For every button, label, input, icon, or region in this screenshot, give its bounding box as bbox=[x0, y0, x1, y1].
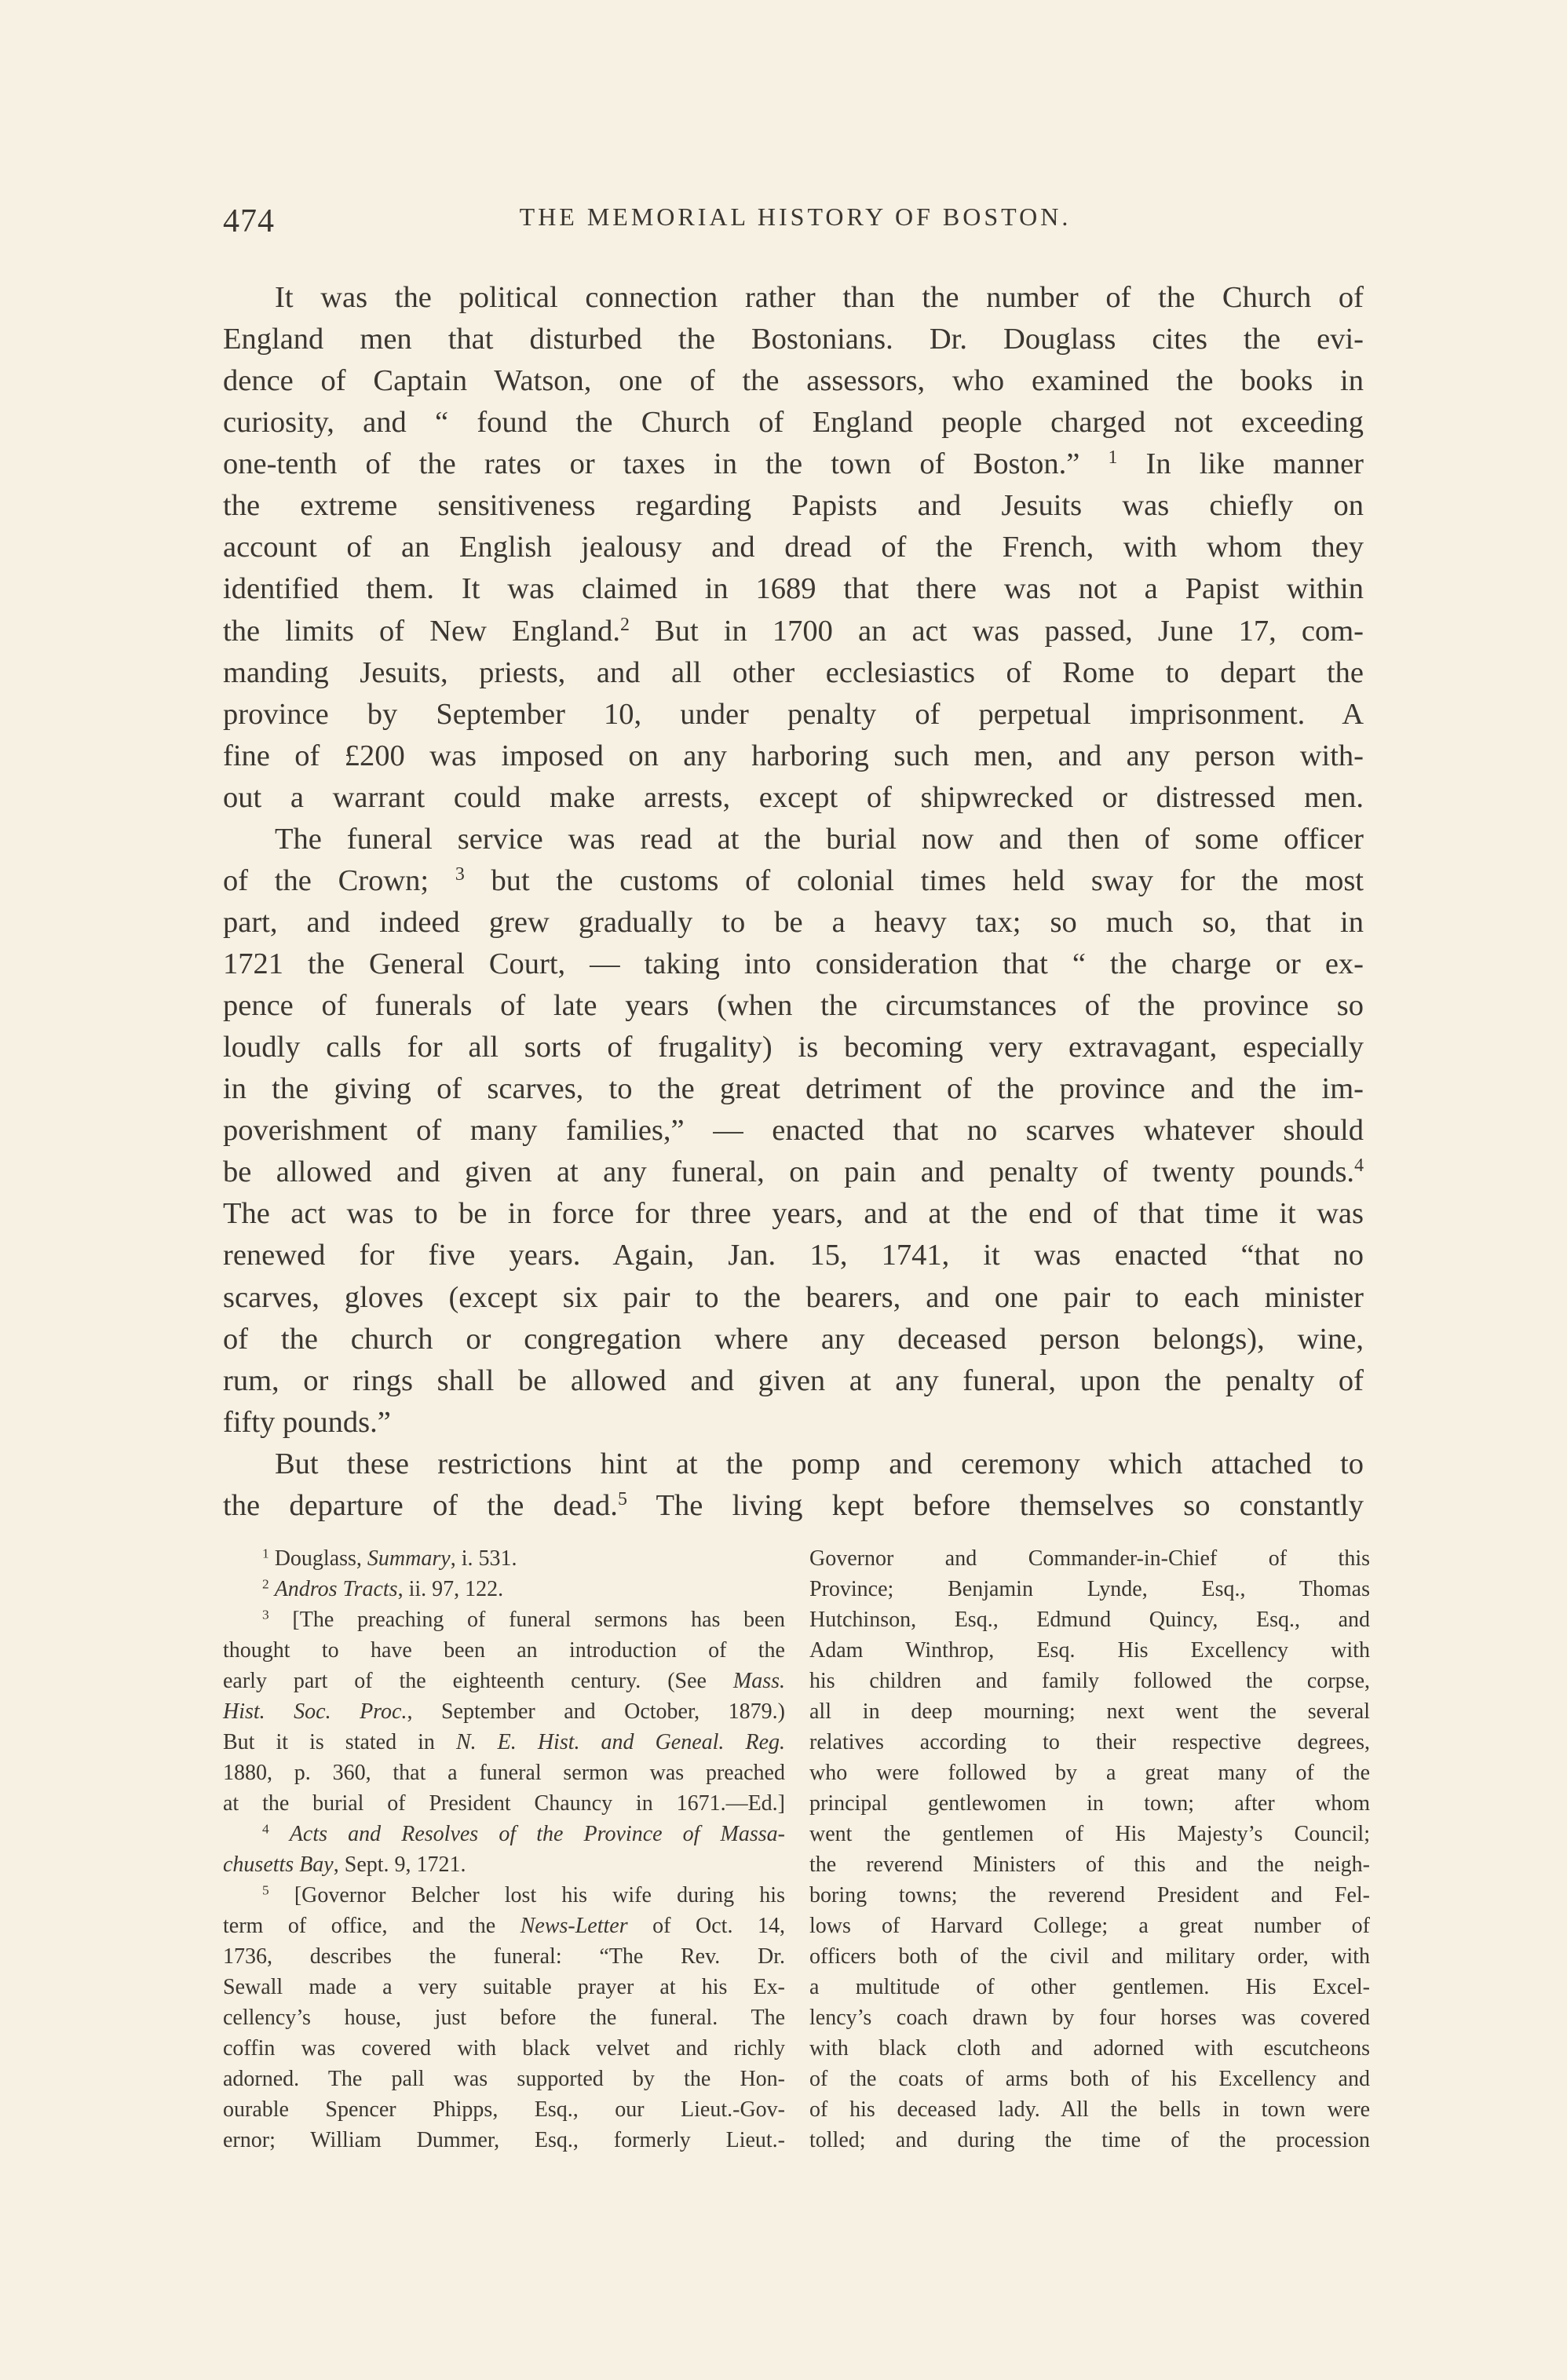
text-line bbox=[223, 2125, 785, 2156]
italic-title: N. E. Hist. and Geneal. Reg. bbox=[455, 1730, 785, 1754]
text-line bbox=[809, 2064, 1370, 2094]
text-run: The act was to be in force for three years, and at the end of that time it was bbox=[223, 1197, 1364, 1231]
page-number: 474 bbox=[223, 203, 275, 239]
text-run: curiosity, and “ found the Church of England people charged not exceeding bbox=[223, 406, 1364, 440]
text-line bbox=[223, 1068, 1364, 1110]
text-line bbox=[223, 1319, 1364, 1360]
footnote-marker: 1 bbox=[1108, 447, 1118, 469]
text-run: fifty pounds.” bbox=[223, 1405, 391, 1439]
text-line bbox=[223, 611, 1364, 652]
text-line bbox=[223, 652, 1364, 694]
text-line bbox=[223, 1574, 785, 1604]
text-line bbox=[223, 277, 1364, 319]
text-run: of the church or congregation where any deceased person belongs), wine, bbox=[223, 1322, 1364, 1356]
text-line bbox=[223, 1485, 1364, 1527]
footnote-marker: 2 bbox=[619, 614, 630, 635]
footnote-marker: 4 bbox=[262, 1821, 269, 1837]
text-run: fine of £200 was imposed on any harboring such men, and any person with- bbox=[223, 739, 1364, 772]
italic-title: Summary bbox=[367, 1546, 451, 1571]
text-line bbox=[223, 1727, 785, 1758]
text-line bbox=[809, 1941, 1370, 1972]
text-run: at the burial of President Chauncy in 1671.—Ed.] bbox=[223, 1791, 785, 1816]
text-run: [Governor Belcher lost his wife during his bbox=[268, 1883, 785, 1907]
text-line bbox=[223, 319, 1364, 360]
text-run: all in deep mourning; next went the several bbox=[809, 1699, 1370, 1724]
text-run: of the Crown; bbox=[223, 863, 455, 897]
text-line bbox=[223, 1758, 785, 1788]
text-line bbox=[223, 860, 1364, 902]
text-run: It was the political connection rather than the number of the Church of bbox=[275, 281, 1364, 314]
text-line bbox=[223, 902, 1364, 944]
italic-title: chusetts Bay bbox=[223, 1853, 334, 1877]
italic-title: News-Letter bbox=[520, 1914, 628, 1938]
text-run: loudly calls for all sorts of frugality) is becoming very extravagant, especially bbox=[223, 1031, 1364, 1064]
text-line bbox=[809, 1911, 1370, 1941]
text-line bbox=[223, 444, 1364, 485]
text-run: , i. 531. bbox=[450, 1546, 517, 1571]
text-line bbox=[809, 1696, 1370, 1727]
text-line bbox=[223, 1543, 785, 1574]
text-line bbox=[223, 1972, 785, 2002]
footnote-marker: 4 bbox=[1354, 1155, 1364, 1177]
text-line bbox=[223, 1941, 785, 1972]
italic-title: Acts and Resolves of the Province of Massa- bbox=[289, 1822, 786, 1846]
text-run: Province; Benjamin Lynde, Esq., Thomas bbox=[809, 1577, 1370, 1601]
text-run: in the giving of scarves, to the great detriment of the province and the im- bbox=[223, 1072, 1364, 1106]
text-run: dence of Captain Watson, one of the assessors, who examined the books in bbox=[223, 364, 1364, 398]
text-line bbox=[223, 1235, 1364, 1276]
text-line bbox=[223, 985, 1364, 1027]
text-run: boring towns; the reverend President and Fel- bbox=[809, 1883, 1370, 1907]
text-run: the extreme sensitiveness regarding Papists and Jesuits was chiefly on bbox=[223, 489, 1364, 523]
text-run: 1736, describes the funeral: “The Rev. Dr. bbox=[223, 1944, 785, 1969]
text-run bbox=[269, 1577, 275, 1601]
text-line bbox=[809, 1635, 1370, 1666]
text-line bbox=[223, 1360, 1364, 1402]
text-run: renewed for five years. Again, Jan. 15, 1741, it was enacted “that no bbox=[223, 1239, 1364, 1272]
text-run: adorned. The pall was supported by the Hon- bbox=[223, 2067, 785, 2091]
text-line bbox=[809, 1727, 1370, 1758]
text-line bbox=[223, 1819, 785, 1849]
text-run: lency’s coach drawn by four horses was covered bbox=[809, 2006, 1370, 2030]
text-run: But these restrictions hint at the pomp and ceremony which attached to bbox=[275, 1447, 1364, 1480]
text-run: tolled; and during the time of the procession bbox=[809, 2128, 1370, 2152]
text-line bbox=[223, 485, 1364, 527]
text-line bbox=[223, 2002, 785, 2033]
text-line bbox=[223, 1788, 785, 1819]
text-run: the reverend Ministers of this and the neigh- bbox=[809, 1853, 1370, 1877]
text-run: Sewall made a very suitable prayer at his Ex- bbox=[223, 1975, 785, 1999]
text-run: 1880, p. 360, that a funeral sermon was preached bbox=[223, 1761, 785, 1785]
text-line bbox=[223, 1277, 1364, 1319]
footnote-marker: 3 bbox=[262, 1607, 269, 1623]
text-line bbox=[809, 1574, 1370, 1604]
text-line bbox=[223, 1666, 785, 1696]
text-line bbox=[223, 777, 1364, 819]
text-run: one-tenth of the rates or taxes in the town of Boston.” bbox=[223, 447, 1109, 481]
text-run: relatives according to their respective degrees, bbox=[809, 1730, 1370, 1754]
text-run: rum, or rings shall be allowed and given at any funeral, upon the penalty of bbox=[223, 1363, 1364, 1397]
text-line bbox=[809, 1758, 1370, 1788]
text-line bbox=[223, 694, 1364, 736]
text-line bbox=[809, 1788, 1370, 1819]
text-run: part, and indeed grew gradually to be a heavy tax; so much so, that in bbox=[223, 905, 1364, 939]
text-run: , ii. 97, 122. bbox=[397, 1577, 504, 1601]
text-line bbox=[223, 1110, 1364, 1152]
text-run: pence of funerals of late years (when the circumstances of the province so bbox=[223, 989, 1364, 1023]
text-run: , September and October, 1879.) bbox=[407, 1699, 785, 1724]
text-line bbox=[223, 1152, 1364, 1193]
text-run: out a warrant could make arrests, except of shipwrecked or distressed men. bbox=[223, 780, 1364, 814]
text-run: officers both of the civil and military order, with bbox=[809, 1944, 1370, 1969]
text-run: early part of the eighteenth century. (See bbox=[223, 1669, 733, 1693]
text-run: scarves, gloves (except six pair to the bearers, and one pair to each minister bbox=[223, 1280, 1364, 1314]
text-run: coffin was covered with black velvet and richly bbox=[223, 2036, 785, 2061]
text-run: [The preaching of funeral sermons has been bbox=[268, 1608, 785, 1632]
footnote-marker: 1 bbox=[262, 1546, 269, 1561]
footnote-marker: 5 bbox=[262, 1882, 269, 1898]
footnote-marker: 2 bbox=[262, 1576, 269, 1592]
text-line bbox=[223, 1193, 1364, 1235]
footnote-marker: 3 bbox=[455, 863, 465, 885]
text-line bbox=[809, 1880, 1370, 1911]
text-run: with black cloth and adorned with escutcheons bbox=[809, 2036, 1370, 2061]
text-run: Adam Winthrop, Esq. His Excellency with bbox=[809, 1638, 1370, 1663]
text-run: lows of Harvard College; a great number of bbox=[809, 1914, 1370, 1938]
text-run: ernor; William Dummer, Esq., formerly Lieut.- bbox=[223, 2128, 785, 2152]
text-run: In like manner bbox=[1117, 447, 1364, 481]
text-run: of his deceased lady. All the bells in town were bbox=[809, 2097, 1370, 2122]
text-run: The funeral service was read at the burial now and then of some officer bbox=[275, 822, 1364, 856]
text-line bbox=[223, 2064, 785, 2094]
text-line bbox=[809, 2002, 1370, 2033]
text-line bbox=[809, 2125, 1370, 2156]
text-line bbox=[223, 1027, 1364, 1068]
text-line bbox=[223, 2094, 785, 2125]
italic-title: Hist. Soc. Proc. bbox=[223, 1699, 407, 1724]
text-line bbox=[223, 1604, 785, 1635]
text-run: of Oct. 14, bbox=[627, 1914, 785, 1938]
text-line bbox=[809, 1972, 1370, 2002]
text-run: of the coats of arms both of his Excellency and bbox=[809, 2067, 1370, 2091]
text-run: Douglass, bbox=[268, 1546, 367, 1571]
text-line bbox=[809, 1819, 1370, 1849]
text-run: be allowed and given at any funeral, on pain and penalty of twenty pounds. bbox=[223, 1155, 1355, 1189]
text-run: 1721 the General Court, — taking into consideration that “ the charge or ex- bbox=[223, 947, 1364, 980]
text-run: the departure of the dead. bbox=[223, 1488, 618, 1522]
text-run: the limits of New England. bbox=[223, 614, 620, 648]
text-run: But in 1700 an act was passed, June 17, com- bbox=[629, 614, 1364, 648]
text-line bbox=[223, 402, 1364, 444]
italic-title: Andros Tracts bbox=[274, 1577, 398, 1601]
italic-title: Mass. bbox=[732, 1669, 785, 1693]
text-run: a multitude of other gentlemen. His Excel- bbox=[809, 1975, 1370, 1999]
text-run: England men that disturbed the Bostonians. Dr. Douglass cites the evi- bbox=[223, 323, 1364, 356]
text-line bbox=[809, 1849, 1370, 1880]
text-line bbox=[809, 1543, 1370, 1574]
body-text bbox=[223, 277, 1364, 1527]
text-line bbox=[809, 2033, 1370, 2064]
text-run: , Sept. 9, 1721. bbox=[333, 1853, 466, 1877]
text-run: manding Jesuits, priests, and all other ecclesiastics of Rome to depart the bbox=[223, 655, 1364, 689]
text-line bbox=[809, 1604, 1370, 1635]
text-line bbox=[223, 1911, 785, 1941]
text-line bbox=[223, 1849, 785, 1880]
text-line bbox=[223, 1696, 785, 1727]
text-run: The living kept before themselves so constantly bbox=[626, 1488, 1364, 1522]
text-run: province by September 10, under penalty of perpetual imprisonment. A bbox=[223, 697, 1364, 731]
text-run: Hutchinson, Esq., Edmund Quincy, Esq., and bbox=[809, 1608, 1370, 1632]
text-line bbox=[223, 2033, 785, 2064]
text-line bbox=[809, 1666, 1370, 1696]
text-line bbox=[223, 1635, 785, 1666]
footnote-marker: 5 bbox=[617, 1488, 627, 1509]
text-run: cellency’s house, just before the funeral. The bbox=[223, 2006, 785, 2030]
text-line bbox=[223, 1402, 1364, 1444]
text-run: but the customs of colonial times held sway for the most bbox=[464, 863, 1364, 897]
text-run: his children and family followed the corpse, bbox=[809, 1669, 1370, 1693]
text-run: went the gentlemen of His Majesty’s Council; bbox=[809, 1822, 1370, 1846]
text-line bbox=[223, 1880, 785, 1911]
footnotes-right-column bbox=[809, 1543, 1370, 2156]
text-line bbox=[223, 736, 1364, 777]
text-line bbox=[223, 568, 1364, 610]
text-run: Governor and Commander-in-Chief of this bbox=[809, 1546, 1370, 1571]
text-run: principal gentlewomen in town; after whom bbox=[809, 1791, 1370, 1816]
text-line bbox=[223, 944, 1364, 985]
text-line bbox=[223, 819, 1364, 860]
text-line bbox=[223, 1444, 1364, 1485]
text-run: But it is stated in bbox=[223, 1730, 456, 1754]
text-line bbox=[809, 2094, 1370, 2125]
text-run: term of office, and the bbox=[223, 1914, 521, 1938]
text-line bbox=[223, 527, 1364, 568]
footnotes-left-column bbox=[223, 1543, 785, 2156]
text-run: thought to have been an introduction of the bbox=[223, 1638, 785, 1663]
text-run bbox=[269, 1822, 290, 1846]
text-line bbox=[223, 360, 1364, 402]
text-run: identified them. It was claimed in 1689 that there was not a Papist within bbox=[223, 572, 1364, 606]
text-run: ourable Spencer Phipps, Esq., our Lieut.-Gov- bbox=[223, 2097, 785, 2122]
running-head-title: THE MEMORIAL HISTORY OF BOSTON. bbox=[519, 203, 1072, 231]
text-run: who were followed by a great many of the bbox=[809, 1761, 1370, 1785]
text-run: poverishment of many families,” — enacted that no scarves whatever should bbox=[223, 1114, 1364, 1148]
text-run: account of an English jealousy and dread of the French, with whom they bbox=[223, 531, 1364, 564]
